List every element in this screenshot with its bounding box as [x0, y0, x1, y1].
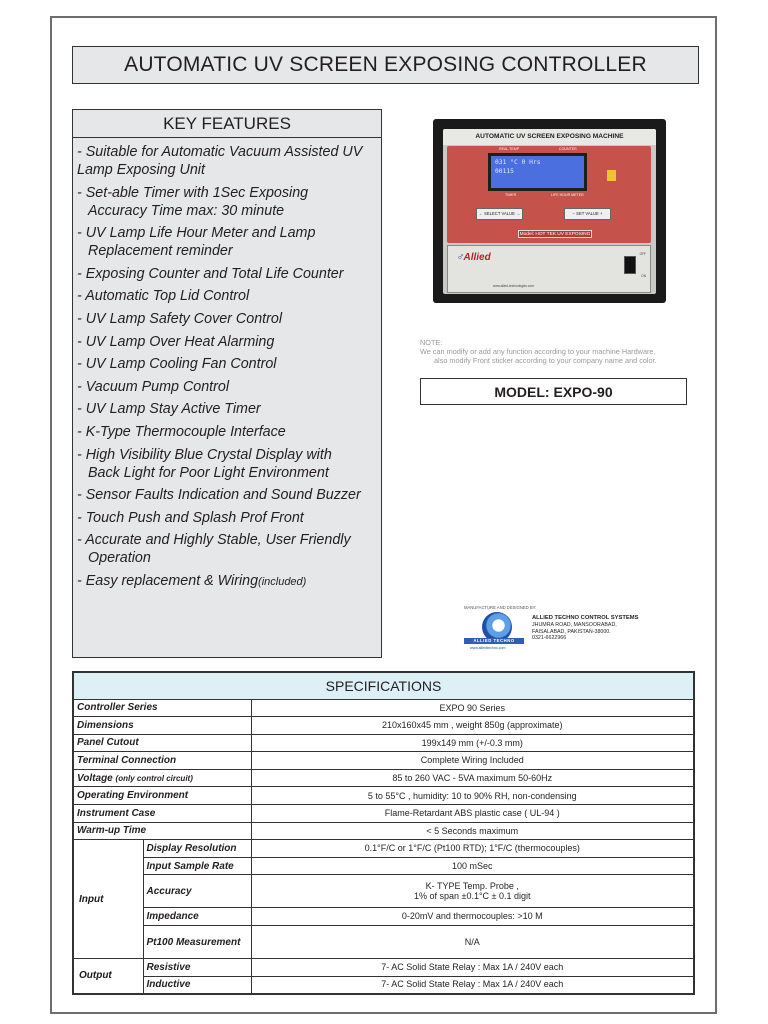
panel-branding-area: [447, 245, 651, 293]
feature-text: - Vacuum Pump Control: [77, 378, 230, 395]
feature-item: [77, 310, 377, 328]
feature-text: - UV Lamp Cooling Fan Control: [77, 356, 277, 373]
table-row: [73, 717, 694, 735]
table-row: [73, 734, 694, 752]
spec-label: Inductive: [143, 976, 251, 994]
feature-item: [77, 572, 377, 591]
spec-value: 0.1°F/C or 1°F/C (Pt100 RTD); 1°F/C (thermocouples): [251, 840, 694, 858]
spec-label-text: Voltage: [77, 772, 113, 784]
switch-on-label: ON: [641, 274, 646, 278]
controller-photo: [433, 119, 666, 303]
spec-value: < 5 Seconds maximum: [251, 822, 694, 840]
table-row: [73, 840, 694, 858]
lcd-line-2: 00115: [495, 168, 514, 175]
feature-item: [77, 143, 377, 179]
spec-value: 100 mSec: [251, 857, 694, 875]
feature-text: - UV Lamp Over Heat Alarming: [77, 333, 275, 350]
manufacturer-address: [532, 615, 639, 642]
switch-off-label: OFF: [639, 252, 646, 256]
feature-text: - Touch Push and Splash Prof Front: [77, 509, 304, 526]
feature-item: [77, 184, 377, 220]
lcd-screen: [491, 156, 584, 188]
spec-value: [251, 875, 694, 908]
feature-text: - Set-able Timer with 1Sec Exposing: [77, 184, 309, 201]
spec-label: Instrument Case: [73, 805, 251, 823]
table-row: [73, 769, 694, 787]
set-value-button[interactable]: − SET VALUE +: [564, 208, 611, 220]
feature-text: - Easy replacement & Wiring: [77, 572, 259, 589]
table-row: [73, 787, 694, 805]
feature-item: [77, 287, 377, 305]
feature-item: [77, 400, 377, 418]
lcd-label-timer: TIMER: [505, 193, 517, 197]
table-row: [73, 805, 694, 823]
key-features-panel: [72, 109, 382, 658]
feature-text: - Suitable for Automatic Vacuum Assisted UV: [77, 144, 363, 160]
spec-value: EXPO 90 Series: [251, 699, 694, 717]
note-line: We can modify or add any function according to your machine Hardware,: [420, 347, 656, 356]
feature-item: [77, 224, 377, 260]
spec-label: Display Resolution: [143, 840, 251, 858]
spec-value: 199x149 mm (+/-0.3 mm): [251, 734, 694, 752]
lcd-line-1: 031 °C 0 Hrs: [495, 159, 541, 166]
spec-value: N/A: [251, 926, 694, 959]
feature-item: [77, 333, 377, 351]
note-line: also modify Front sticker according to your company name and color.: [434, 356, 657, 365]
lcd-display: [488, 153, 587, 191]
manufacturer-phone: 0321-6622966: [532, 635, 567, 642]
feature-text-continued: Replacement reminder: [88, 243, 233, 260]
table-row: [73, 752, 694, 770]
feature-text-continued: Operation: [88, 550, 151, 567]
spec-value-line: 1% of span ±0.1°C ± 0.1 digit: [413, 891, 531, 902]
spec-value: 7- AC Solid State Relay : Max 1A / 240V each: [251, 976, 694, 994]
feature-text: - Exposing Counter and Total Life Counter: [77, 265, 344, 282]
manufacturer-block: [464, 605, 694, 663]
manufacturer-address-line: JHUMRA ROAD, MANSOORABAD,: [532, 621, 617, 628]
led-indicator-icon: [607, 170, 616, 181]
panel-title: AUTOMATIC UV SCREEN EXPOSING MACHINE: [443, 129, 656, 145]
page-title: AUTOMATIC UV SCREEN EXPOSING CONTROLLER: [72, 46, 699, 84]
spec-label: Panel Cutout: [73, 734, 251, 752]
feature-item: [77, 423, 377, 441]
table-row: [73, 699, 694, 717]
table-row: [73, 976, 694, 994]
spec-label: Warm-up Time: [73, 822, 251, 840]
table-row: [73, 857, 694, 875]
specifications-heading: SPECIFICATIONS: [73, 672, 694, 699]
spec-label: Input Sample Rate: [143, 857, 251, 875]
table-row: [73, 822, 694, 840]
feature-text: - K-Type Thermocouple Interface: [77, 423, 286, 440]
spec-group-input: Input: [73, 840, 143, 959]
feature-item: [77, 509, 377, 527]
spec-value: Flame-Retardant ABS plastic case ( UL-94 ): [251, 805, 694, 823]
feature-text: - UV Lamp Life Hour Meter and Lamp: [77, 225, 316, 242]
feature-text: - UV Lamp Safety Cover Control: [77, 310, 283, 327]
spec-value: 7- AC Solid State Relay : Max 1A / 240V each: [251, 959, 694, 977]
table-row: [73, 959, 694, 977]
datasheet-page: [50, 16, 717, 1014]
spec-label: Impedance: [143, 908, 251, 926]
lcd-label-real-temp: REAL TEMP: [499, 147, 520, 151]
spec-label: Operating Environment: [73, 787, 251, 805]
feature-item: [77, 531, 377, 567]
spec-label-note: (only control circuit): [115, 773, 193, 783]
manufacturer-address-line: FAISALABAD, PAKISTAN-38000.: [532, 628, 611, 635]
table-row: [73, 926, 694, 959]
lcd-label-life-hour-meter: LIFE HOUR METER: [551, 193, 584, 197]
manufacturer-by-label: MANUFACTURE AND DESIGNED BY:: [464, 605, 537, 610]
panel-control-area: [447, 146, 651, 243]
spec-group-output: Output: [73, 959, 143, 994]
power-switch[interactable]: [624, 256, 636, 274]
feature-text-continued: Lamp Exposing Unit: [77, 162, 205, 178]
spec-value-line: K- TYPE Temp. Probe ,: [425, 880, 519, 891]
table-row: [73, 875, 694, 908]
lcd-label-counter: COUNTER: [559, 147, 577, 151]
model-label: MODEL: EXPO-90: [420, 378, 687, 405]
note-heading: NOTE:: [420, 338, 443, 347]
spec-label: Terminal Connection: [73, 752, 251, 770]
feature-item: [77, 378, 377, 396]
feature-text: - Accurate and Highly Stable, User Friendly: [77, 532, 351, 549]
feature-note: (included): [258, 575, 307, 588]
spec-value: 85 to 260 VAC - 5VA maximum 50-60Hz: [251, 769, 694, 787]
key-features-heading: KEY FEATURES: [73, 110, 381, 138]
allied-logo-text: Allied: [463, 252, 491, 263]
spec-value: 210x160x45 mm , weight 850g (approximate): [251, 717, 694, 735]
spec-label: Controller Series: [73, 699, 251, 717]
spec-value: 0-20mV and thermocouples: >10 M: [251, 908, 694, 926]
feature-item: [77, 265, 377, 283]
table-row: [73, 908, 694, 926]
feature-text-continued: Back Light for Poor Light Environment: [88, 464, 329, 481]
spec-label: Dimensions: [73, 717, 251, 735]
allied-logo-mark-icon: ♂: [456, 252, 464, 263]
feature-text: - Automatic Top Lid Control: [77, 288, 250, 305]
feature-text: - UV Lamp Stay Active Timer: [77, 401, 261, 418]
allied-logo: [456, 252, 491, 263]
panel-website: www.allied-technologies.com: [493, 284, 534, 288]
manufacturer-company: ALLIED TECHNO CONTROL SYSTEMS: [532, 615, 639, 621]
spec-label: Resistive: [143, 959, 251, 977]
spec-label: [73, 769, 251, 787]
note-text: [420, 338, 695, 365]
feature-text: - High Visibility Blue Crystal Display with: [77, 446, 332, 463]
specifications-table: [72, 671, 695, 995]
feature-item: [77, 486, 377, 504]
key-features-list: [73, 138, 381, 591]
select-value-button[interactable]: ← SELECT VALUE →: [476, 208, 523, 220]
spec-value: 5 to 55°C , humidity: 10 to 90% RH, non-condensing: [251, 787, 694, 805]
panel-model-strip: Model: HOT TEK UV EXPOSING: [519, 232, 591, 237]
feature-item: [77, 446, 377, 482]
manufacturer-logo: [464, 612, 524, 652]
spec-label: Pt100 Measurement: [143, 926, 251, 959]
feature-text: - Sensor Faults Indication and Sound Buzzer: [77, 487, 361, 504]
feature-text-continued: Accuracy Time max: 30 minute: [88, 202, 285, 219]
controller-front-panel: [443, 129, 656, 294]
spec-value: Complete Wiring Included: [251, 752, 694, 770]
manufacturer-logo-text: ALLIED TECHNO: [464, 638, 524, 644]
feature-item: [77, 355, 377, 373]
spec-label: Accuracy: [143, 875, 251, 908]
manufacturer-website: www.alliedtechno.com: [470, 646, 506, 650]
